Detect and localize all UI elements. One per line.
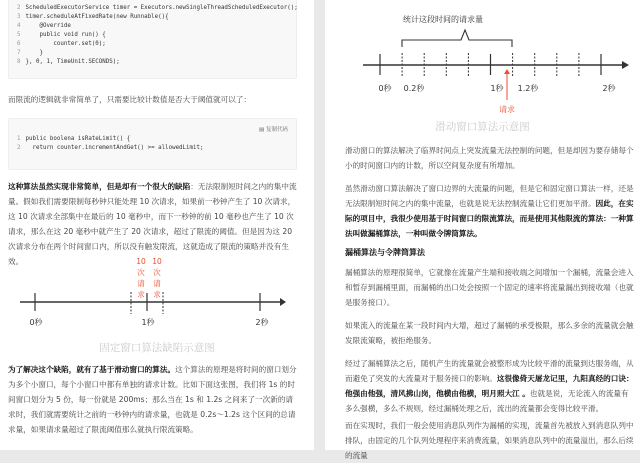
code-text: }	[25, 50, 43, 56]
defect-bold: 这种算法虽然实现非常简单，但是却有一个很大的缺陷	[8, 182, 191, 191]
svg-text:求: 求	[153, 290, 161, 299]
fixed-window-caption: 固定窗口算法缺陷示意图	[99, 342, 215, 354]
code-text: counter.set(0);	[25, 41, 106, 47]
tick-label: 2秒	[602, 84, 616, 93]
paragraph-overflow: 如果流入的流量在某一段时间内大增，超过了漏桶的承受极限，那么多余的流量就会触发限流策略，被拒绝服务。	[345, 321, 634, 345]
copy-code-label: 复制代码	[265, 127, 288, 133]
line-number: 5	[17, 32, 21, 38]
tick-label: 2秒	[255, 318, 269, 327]
paragraph-implementation: 而在实现时，我们一般会使用消息队列作为漏桶的实现，流量首先被放入到消息队列中排队，由固定的几个队列处理程序来消费流量，如果消息队列中的流量溢出，那么后续的流量	[345, 421, 634, 460]
request-label: 请求	[499, 105, 515, 114]
paragraph-smoothing	[345, 356, 635, 416]
code-line	[17, 4, 298, 13]
code-block-timer	[8, 0, 297, 79]
code-line	[17, 58, 288, 67]
copy-icon: ▤	[259, 127, 266, 133]
text: 也就是说，无论流入的流量有多么强横，多么不规则，经过漏桶处理之后，流出的流量都会变得比较平滑。	[345, 389, 629, 413]
svg-text:求: 求	[137, 290, 145, 299]
burst-label-2	[152, 257, 162, 299]
section-heading: 漏桶算法与令牌筒算法	[345, 248, 425, 257]
brace	[402, 30, 512, 47]
sliding-window-caption: 滑动窗口算法示意图	[435, 121, 530, 133]
bold-text: 因此，在实际的项目中，我很少使用基于时间窗口的限流算法，而是使用其他限流的算法：一种算法叫做漏桶算法，一种叫做令牌筒算法。	[345, 199, 634, 238]
code-line	[17, 13, 288, 22]
sliding-text: 这个算法的原理是将时间的窗口划分为多个小窗口，每个小窗口中都有单独的请求计数。比如下面这张图，我们将 1s 的时间窗口划分为 5 份，每一份就是 200ms；那么当在 1s 和 1.2s 之间来了一次新的请求时，我们就需要统计之前的一秒钟内的请求量，也就是 0.2s～1.2s 这个区间的总请求量，如果请求量超过了限流阈值那么就执行限流策略。	[8, 365, 297, 434]
code-block-ratelimit	[8, 118, 297, 170]
paragraph-limit-logic: 而限流的逻辑就非常简单了，只需要比较计数值是否大于阈值就可以了：	[8, 95, 251, 104]
svg-text:10: 10	[152, 257, 162, 266]
svg-text:请: 请	[153, 279, 161, 288]
code-line	[17, 49, 288, 58]
code-text: }, 0, 1, TimeUnit.SECONDS);	[25, 59, 120, 65]
code-lines	[17, 135, 288, 153]
request-arrowhead	[504, 69, 510, 74]
text: 虽然滑动窗口算法解决了窗口边界的大流量的问题，但是它和固定窗口算法一样，还是无法限制短时间之内的集中流量，也就是说无法控制流量让它们更加平滑。	[345, 184, 634, 208]
tick-label: 0.2秒	[403, 84, 425, 93]
paragraph-sliding-limit	[345, 181, 635, 241]
line-number: 1	[17, 136, 21, 142]
code-text: return counter.incrementAndGet() >= allowedLimit;	[25, 145, 204, 151]
tick-label: 1秒	[141, 318, 155, 327]
line-number: 8	[17, 59, 21, 65]
line-number: 2	[17, 145, 21, 151]
tick-label: 0秒	[29, 318, 43, 327]
axis-arrow	[280, 298, 286, 306]
code-text: ScheduledExecutorService timer = Executors.newSingleThreadScheduledExecutor();	[25, 5, 298, 11]
line-number: 6	[17, 41, 21, 47]
tick-label: 1.2秒	[517, 84, 539, 93]
code-line	[17, 31, 288, 40]
code-line	[17, 144, 288, 153]
copy-code-button[interactable]	[259, 125, 288, 133]
paragraph-sliding-intro	[8, 362, 298, 437]
line-number: 7	[17, 50, 21, 56]
text: 经过了漏桶算法之后，随机产生的流量就会被整形成为比较平滑的流量到达服务端，从而避免了突发的大流量对于服务接口的影响。	[345, 359, 634, 383]
line-number: 4	[17, 23, 21, 29]
code-text: public boolena isRateLimit() {	[25, 136, 131, 142]
tick-label: 0秒	[378, 84, 392, 93]
code-text: public void run() {	[25, 32, 106, 38]
brace-label: 统计这段时间的请求量	[403, 15, 483, 24]
left-page	[0, 0, 314, 450]
svg-text:请: 请	[137, 279, 145, 288]
code-line	[17, 22, 288, 31]
code-line	[17, 40, 288, 49]
sliding-bold: 为了解决这个缺陷，就有了基于滑动窗口的算法。	[8, 365, 176, 374]
defect-text: ：无法限制短时间之内的集中流量。假如我们需要限制每秒钟只能处理 10 次请求，如果前一秒钟产生了 10 次请求，这 10 次请求全部集中在最后的 10 毫秒中，而下一秒钟的前 10 毫秒也产生了 10 次请求，那么在这 20 毫秒中就产生了 20 次请求，超过了限流的阈值。但是因为这 20 次请求分布在两个时间窗口内，所以没有触发限流，这就造成了限流的策略并没有生效。	[8, 182, 297, 266]
line-number: 3	[17, 14, 21, 20]
svg-text:次: 次	[153, 268, 161, 277]
paragraph-leaky-bucket: 漏桶算法的原理很简单，它就像在流量产生端和接收端之间增加一个漏桶，流量会进入和暂存到漏桶里面，而漏桶的出口处会按照一个固定的速率将流量漏出到接收端（也就是服务接口）。	[345, 268, 634, 307]
code-lines	[17, 4, 298, 67]
bold-text: 这很像倚天屠龙记里，九阳真经的口诀：他强由他强，清风拂山岗，他横由他横，明月照大江 。	[345, 374, 634, 398]
line-number: 2	[17, 5, 21, 11]
code-line	[17, 135, 288, 144]
svg-text:次: 次	[137, 268, 145, 277]
tick-label: 1秒	[490, 84, 504, 93]
burst-label-1	[136, 257, 146, 299]
svg-text:10: 10	[136, 257, 146, 266]
right-page	[325, 0, 640, 460]
code-text: @Override	[25, 23, 71, 29]
paragraph-sliding-tradeoff: 滑动窗口的算法解决了临界时间点上突发流量无法控制的问题，但是却因为要存储每个小的时间窗口内的计数，所以空间复杂度有所增加。	[345, 146, 634, 170]
axis-arrow	[622, 61, 629, 69]
code-text: timer.scheduleAtFixedRate(new Runnable(){	[25, 14, 169, 20]
